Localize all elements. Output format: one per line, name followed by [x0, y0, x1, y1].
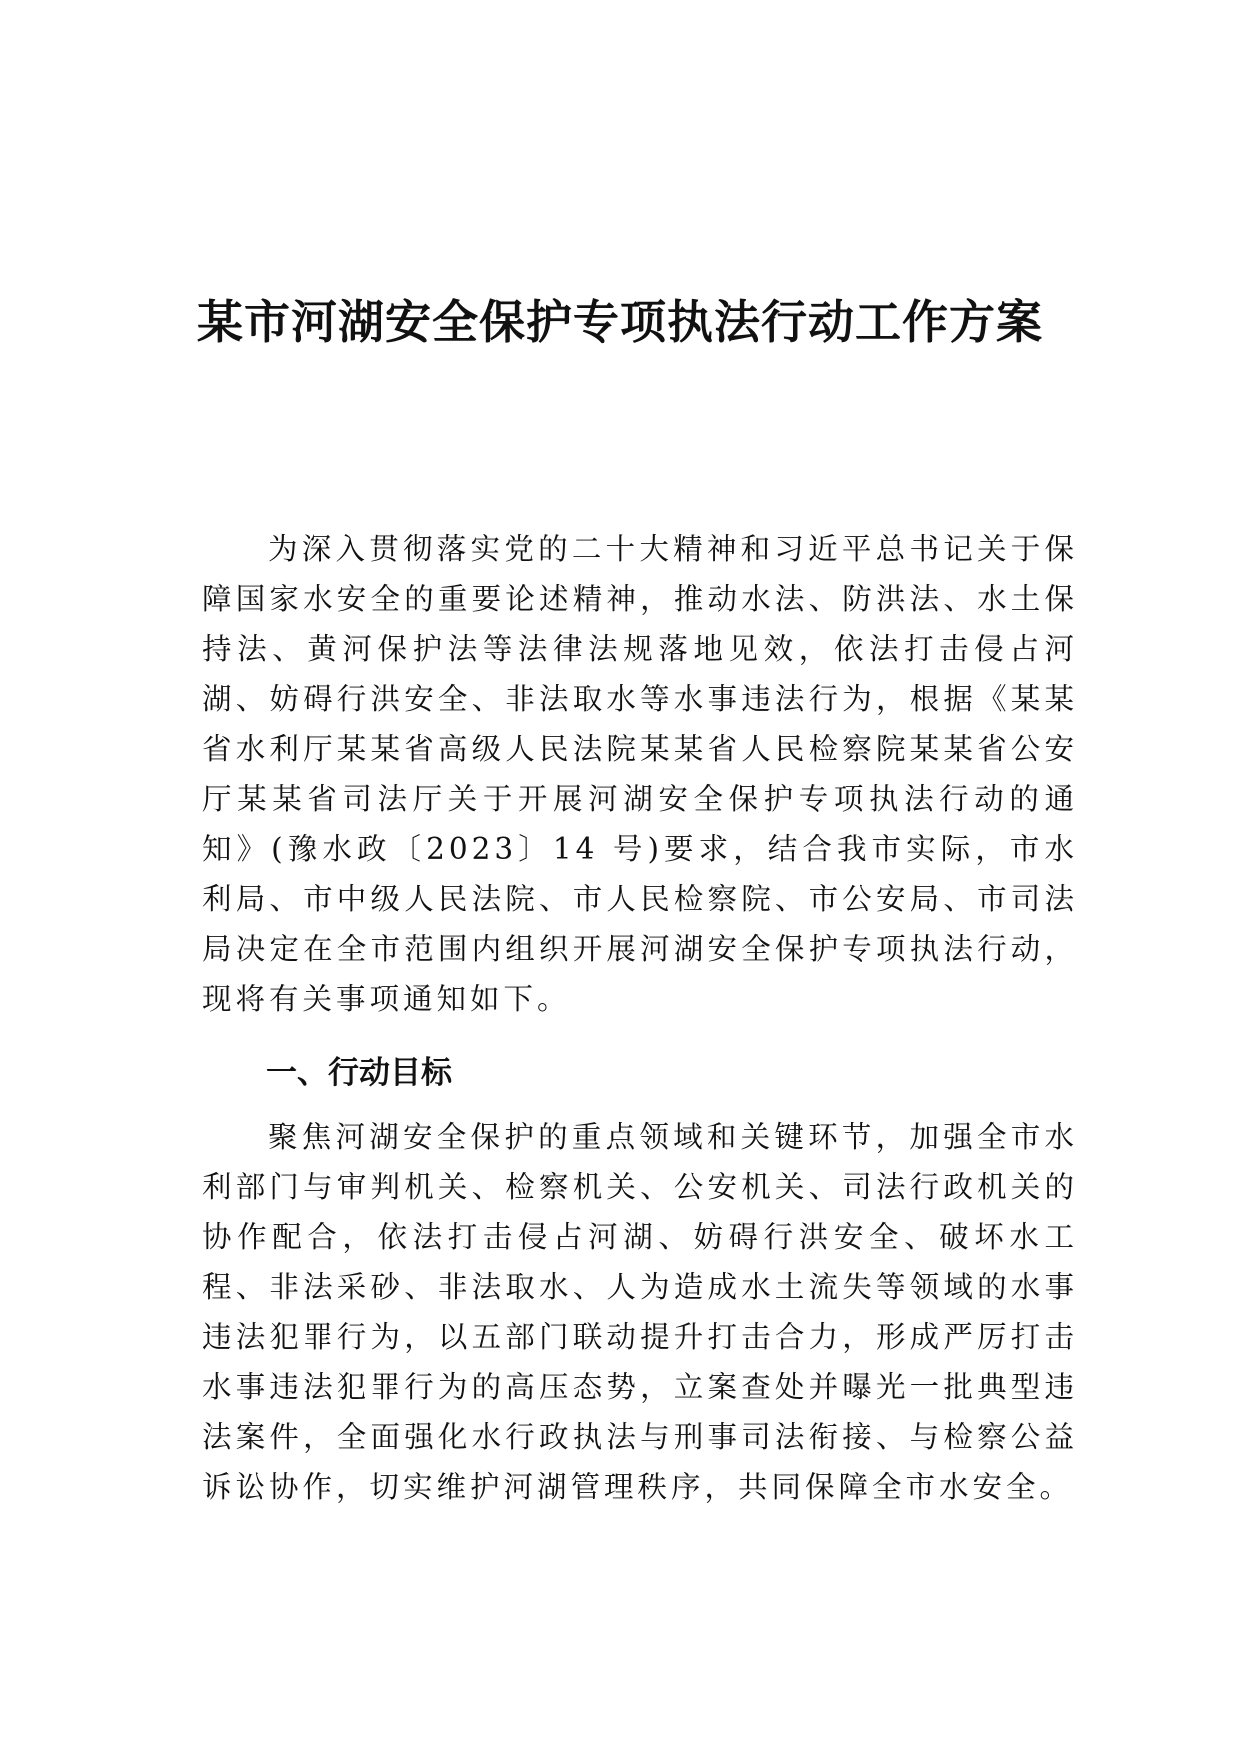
- section-paragraph-objectives: 聚焦河湖安全保护的重点领域和关键环节，加强全市水利部门与审判机关、检察机关、公安机关、司法行政机关的协作配合，依法打击侵占河湖、妨碍行洪安全、破坏水工程、非法采砂、非法取水、人为造成水土流失等领域的水事违法犯罪行为，以五部门联动提升打击合力，形成严厉打击水事违法犯罪行为的高压态势，立案查处并曝光一批典型违法案件，全面强化水行政执法与刑事司法衔接、与检察公益诉讼协作，切实维护河湖管理秩序，共同保障全市水安全。: [202, 1120, 1078, 1504]
- intro-paragraph: 为深入贯彻落实党的二十大精神和习近平总书记关于保障国家水安全的重要论述精神，推动水法、防洪法、水土保持法、黄河保护法等法律法规落地见效，依法打击侵占河湖、妨碍行洪安全、非法取水等水事违法行为，根据《某某省水利厅某某省高级人民法院某某省人民检察院某某省公安厅某某省司法厅关于开展河湖安全保护专项执法行动的通知》(豫水政〔2023〕14 号)要求，结合我市实际，市水利局、市中级人民法院、市人民检察院、市公安局、市司法局决定在全市范围内组织开展河湖安全保护专项执法行动，现将有关事项通知如下。: [202, 532, 1078, 1016]
- section-heading-objectives: 一、行动目标: [266, 1055, 452, 1091]
- document-title: 某市河湖安全保护专项执法行动工作方案: [197, 295, 1043, 349]
